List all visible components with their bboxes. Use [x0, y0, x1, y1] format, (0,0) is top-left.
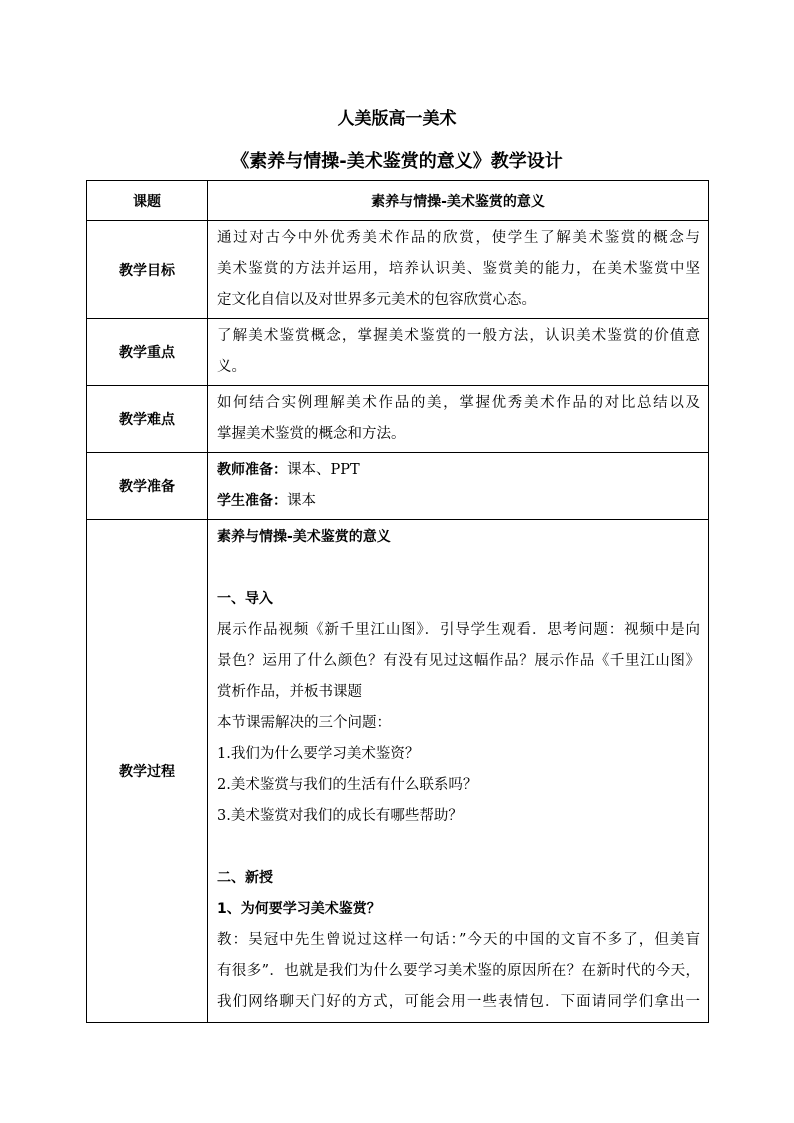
text-line: 掌握美术鉴赏的概念和方法。: [217, 426, 406, 442]
text-line: 我们网络聊天门好的方式，可能会用一些表情包．下面请同学们拿出一: [217, 994, 700, 1010]
doc-title-line2: 《素养与情操-美术鉴赏的意义》教学设计: [231, 151, 563, 172]
student-prep-label: 学生准备：: [217, 493, 287, 509]
table-row: [87, 520, 709, 1023]
section-new-heading: 二、新授: [217, 870, 273, 886]
text-line: 展示作品视频《新千里江山图》．引导学生观看．思考问题：视频中是向: [217, 622, 700, 638]
lesson-plan-table: [86, 180, 709, 1023]
text-line: 了解美术鉴赏概念，掌握美术鉴赏的一般方法，认识美术鉴赏的价值意: [217, 328, 700, 344]
process-heading: 素养与情操-美术鉴赏的意义: [217, 529, 391, 545]
text-line: 本节课需解决的三个问题：: [217, 715, 391, 731]
table-row: [87, 181, 709, 221]
student-prep-value: 课本: [287, 493, 316, 509]
text-line: 教：吴冠中先生曾说过这样一句话：”今天的中国的文盲不多了，但美盲: [217, 932, 700, 948]
text-line: [217, 455, 700, 486]
text-line: 赏析作品，并板书课题: [217, 684, 362, 700]
question-3: 3.美术鉴赏对我们的成长有哪些帮助？: [217, 808, 463, 824]
objectives-content: [208, 221, 709, 319]
teacher-prep-value: 课本、PPT: [287, 462, 360, 478]
difficulties-content: [208, 386, 709, 453]
subsection-heading: 1、为何要学习美术鉴赏？: [217, 901, 381, 917]
teacher-prep-label: 教师准备：: [217, 462, 287, 478]
question-1: 1.我们为什么要学习美术鉴资？: [217, 746, 420, 762]
row-label-topic: 课题: [87, 181, 208, 221]
row-label-preparation: 教学准备: [87, 453, 208, 520]
topic-value: 素养与情操-美术鉴赏的意义: [208, 181, 709, 221]
doc-title-line1: 人美版高一美术: [337, 109, 457, 129]
section-intro-heading: 一、导入: [217, 591, 273, 607]
table-row: [87, 386, 709, 453]
text-line: 通过对古今中外优秀美术作品的欣赏，使学生了解美术鉴赏的概念与: [217, 230, 700, 246]
table-row: [87, 319, 709, 386]
row-label-difficulties: 教学难点: [87, 386, 208, 453]
table-row: [87, 453, 709, 520]
text-line: [217, 486, 700, 517]
key-points-content: [208, 319, 709, 386]
text-line: 景色？运用了什么颜色？有没有见过这幅作品？展示作品《千里江山图》: [217, 653, 700, 669]
row-label-objectives: 教学目标: [87, 221, 208, 319]
question-2: 2.美术鉴赏与我们的生活有什么联系吗？: [217, 777, 478, 793]
row-label-key-points: 教学重点: [87, 319, 208, 386]
table-row: [87, 221, 709, 319]
preparation-content: [208, 453, 709, 520]
text-line: 义。: [217, 359, 246, 375]
text-line: 如何结合实例理解美术作品的美，掌握优秀美术作品的对比总结以及: [217, 395, 700, 411]
process-content: [208, 520, 709, 1023]
text-line: 美术鉴赏的方法并运用，培养认识美、鉴赏美的能力，在美术鉴赏中坚: [217, 261, 700, 277]
text-line: 有很多”．也就是我们为什么要学习美术鉴的原因所在？在新时代的今天，: [217, 963, 700, 979]
row-label-process: 教学过程: [87, 520, 208, 1023]
text-line: 定文化自信以及对世界多元美术的包容欣赏心态。: [217, 292, 536, 308]
